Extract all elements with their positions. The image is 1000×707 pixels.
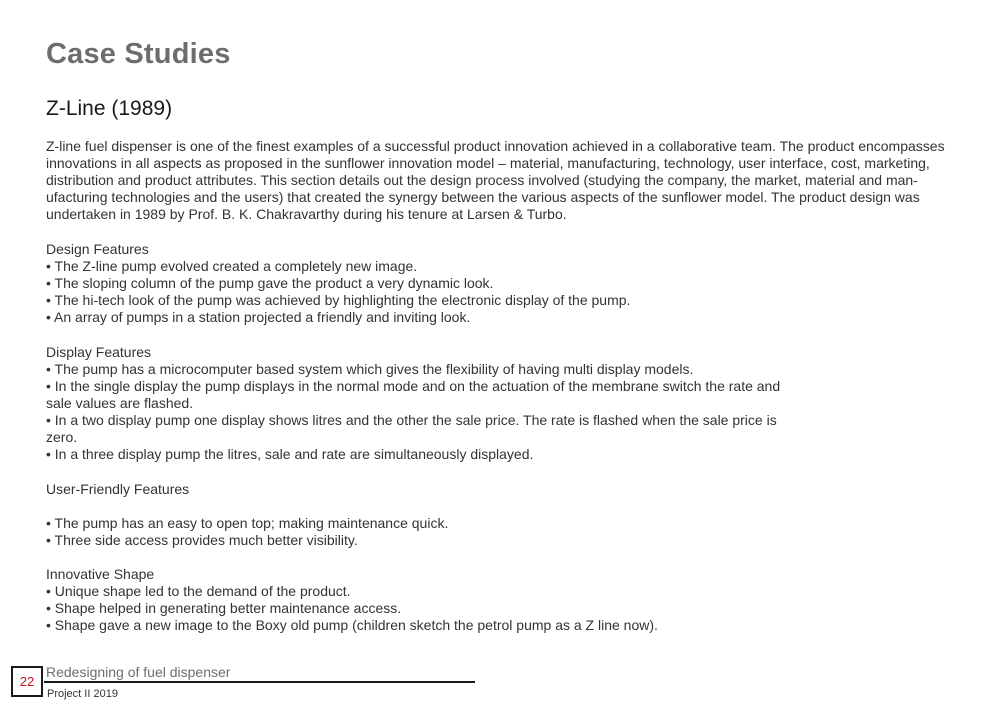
list-item: • Unique shape led to the demand of the product. — [46, 583, 351, 599]
intro-paragraph: Z-line fuel dispenser is one of the finest examples of a successful product innovation achieved in a collaborative team. The product encompasses innovations in all aspects as proposed in the sunflower innovation model – material, manufacturing, technology, user interface, cost, marketing, distribution and product attributes. This section details out the design process involved (studying the company, the market, material and man-ufacturing technologies and the users) that created the synergy between the various aspects of the sunflower model. The product design was undertaken in 1989 by Prof. B. K. Chakravarthy during his tenure at Larsen & Turbo. — [46, 138, 945, 222]
footer-divider — [44, 681, 475, 683]
user-friendly-features-heading: User-Friendly Features — [46, 481, 190, 497]
user-friendly-features-section — [46, 481, 448, 549]
list-item: • Three side access provides much better visibility. — [46, 532, 358, 548]
list-item: • An array of pumps in a station projected a friendly and inviting look. — [46, 309, 471, 325]
list-item: • The hi-tech look of the pump was achieved by highlighting the electronic display of the pump. — [46, 292, 631, 308]
page-number: 22 — [19, 674, 35, 689]
page-title: Case Studies — [46, 38, 231, 70]
display-features-section — [46, 344, 791, 463]
footer-document-title: Redesigning of fuel dispenser — [46, 664, 231, 680]
list-item: • Shape gave a new image to the Boxy old pump (children sketch the petrol pump as a Z line now). — [46, 617, 658, 633]
list-item: • In a two display pump one display shows litres and the other the sale price. The rate is flashed when the sale price is zero. — [46, 412, 777, 445]
page-number-box — [11, 666, 43, 697]
display-features-heading: Display Features — [46, 344, 152, 360]
list-item: • The pump has a microcomputer based system which gives the flexibility of having multi display models. — [46, 361, 694, 377]
list-item: • In the single display the pump displays in the normal mode and on the actuation of the membrane switch the rate and sale values are flashed. — [46, 378, 781, 411]
innovative-shape-heading: Innovative Shape — [46, 566, 155, 582]
list-item: • The pump has an easy to open top; making maintenance quick. — [46, 515, 449, 531]
list-item: • The sloping column of the pump gave the product a very dynamic look. — [46, 275, 494, 291]
design-features-heading: Design Features — [46, 241, 149, 257]
list-item: • The Z-line pump evolved created a completely new image. — [46, 258, 418, 274]
list-item: • In a three display pump the litres, sale and rate are simultaneously displayed. — [46, 446, 534, 462]
innovative-shape-section — [46, 566, 658, 634]
spacer — [46, 498, 448, 515]
list-item: • Shape helped in generating better maintenance access. — [46, 600, 402, 616]
footer-subtitle: Project II 2019 — [47, 688, 118, 700]
design-features-section — [46, 241, 630, 326]
section-title: Z-Line (1989) — [46, 97, 173, 120]
